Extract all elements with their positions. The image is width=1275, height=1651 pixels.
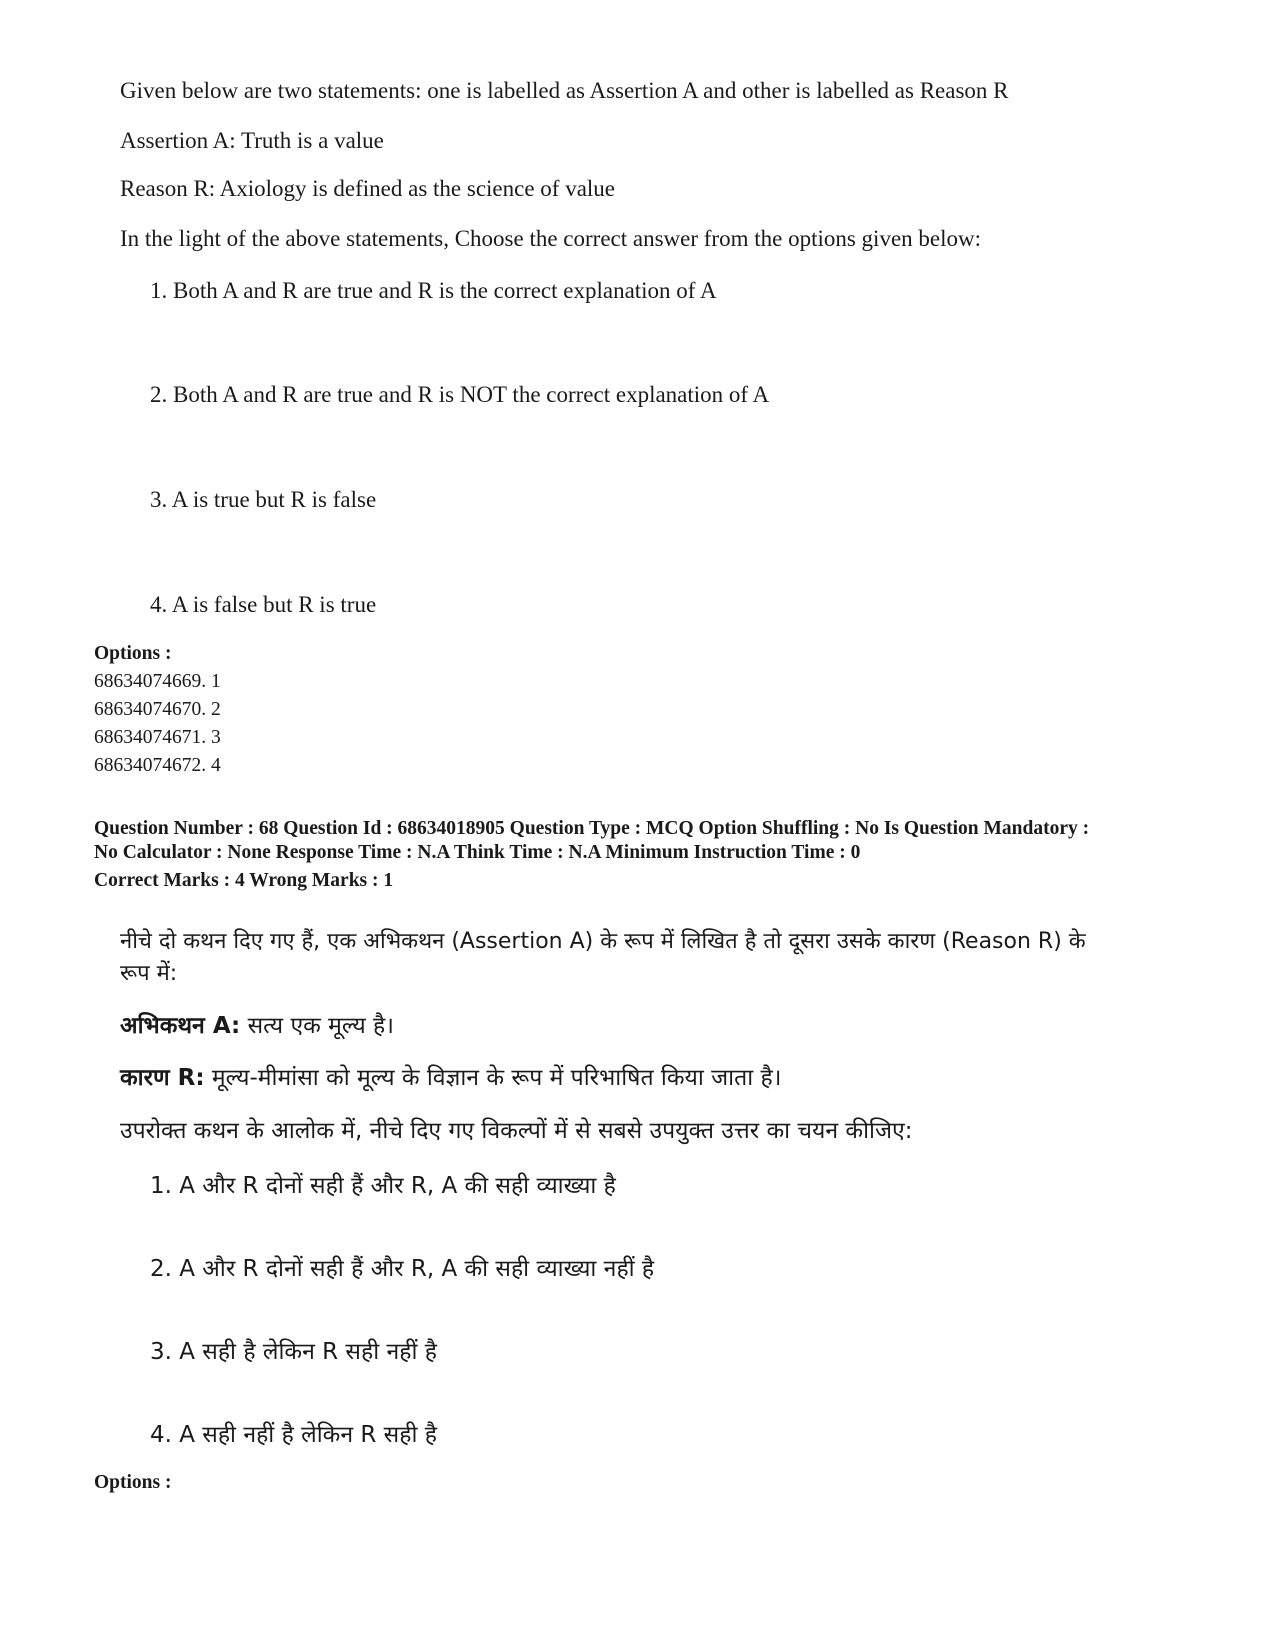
hindi-choice-4: 4. A सही नहीं है लेकिन R सही है [150, 1422, 437, 1448]
options-label: Options : [94, 643, 172, 664]
question-intro: Given below are two statements: one is labelled as Assertion A and other is labelled as Reason R [120, 78, 1009, 103]
option-id-1: 68634074669. 1 [94, 671, 221, 692]
hindi-reason-label: कारण R: [120, 1065, 205, 1091]
option-id-4: 68634074672. 4 [94, 755, 221, 776]
question-meta-line-1: Question Number : 68 Question Id : 68634018905 Question Type : MCQ Option Shuffling : No Is Question Mandatory : [94, 818, 1090, 839]
hindi-choice-3: 3. A सही है लेकिन R सही नहीं है [150, 1339, 437, 1365]
hindi-reason [120, 1060, 781, 1092]
hindi-instruction: उपरोक्त कथन के आलोक में, नीचे दिए गए विकल्पों में से सबसे उपयुक्त उत्तर का चयन कीजिए: [120, 1118, 913, 1144]
options-label-2: Options : [94, 1472, 172, 1493]
choice-1: 1. Both A and R are true and R is the correct explanation of A [150, 278, 717, 303]
hindi-intro-line-1: नीचे दो कथन दिए गए हैं, एक अभिकथन (Assertion A) के रूप में लिखित है तो दूसरा उसके कारण (Reason R) के [120, 929, 1086, 954]
choice-3: 3. A is true but R is false [150, 487, 377, 512]
choice-2: 2. Both A and R are true and R is NOT the correct explanation of A [150, 382, 770, 407]
hindi-assertion-text: सत्य एक मूल्य है। [240, 1013, 394, 1039]
hindi-choice-1: 1. A और R दोनों सही हैं और R, A की सही व्याख्या है [150, 1173, 616, 1199]
hindi-choice-2: 2. A और R दोनों सही हैं और R, A की सही व्याख्या नहीं है [150, 1256, 655, 1282]
hindi-assertion-label: अभिकथन A: [120, 1013, 241, 1039]
hindi-reason-text: मूल्य-मीमांसा को मूल्य के विज्ञान के रूप में परिभाषित किया जाता है। [204, 1065, 782, 1091]
hindi-assertion [120, 1008, 394, 1040]
question-instruction: In the light of the above statements, Choose the correct answer from the options given below: [120, 226, 981, 251]
choice-4: 4. A is false but R is true [150, 592, 377, 617]
option-id-2: 68634074670. 2 [94, 699, 221, 720]
assertion-statement: Assertion A: Truth is a value [120, 128, 384, 153]
option-id-3: 68634074671. 3 [94, 727, 221, 748]
reason-statement: Reason R: Axiology is defined as the science of value [120, 176, 616, 201]
question-meta-line-2: No Calculator : None Response Time : N.A Think Time : N.A Minimum Instruction Time : 0 [94, 842, 861, 863]
hindi-intro-line-2: रूप में: [120, 961, 178, 986]
question-meta-marks: Correct Marks : 4 Wrong Marks : 1 [94, 870, 394, 891]
